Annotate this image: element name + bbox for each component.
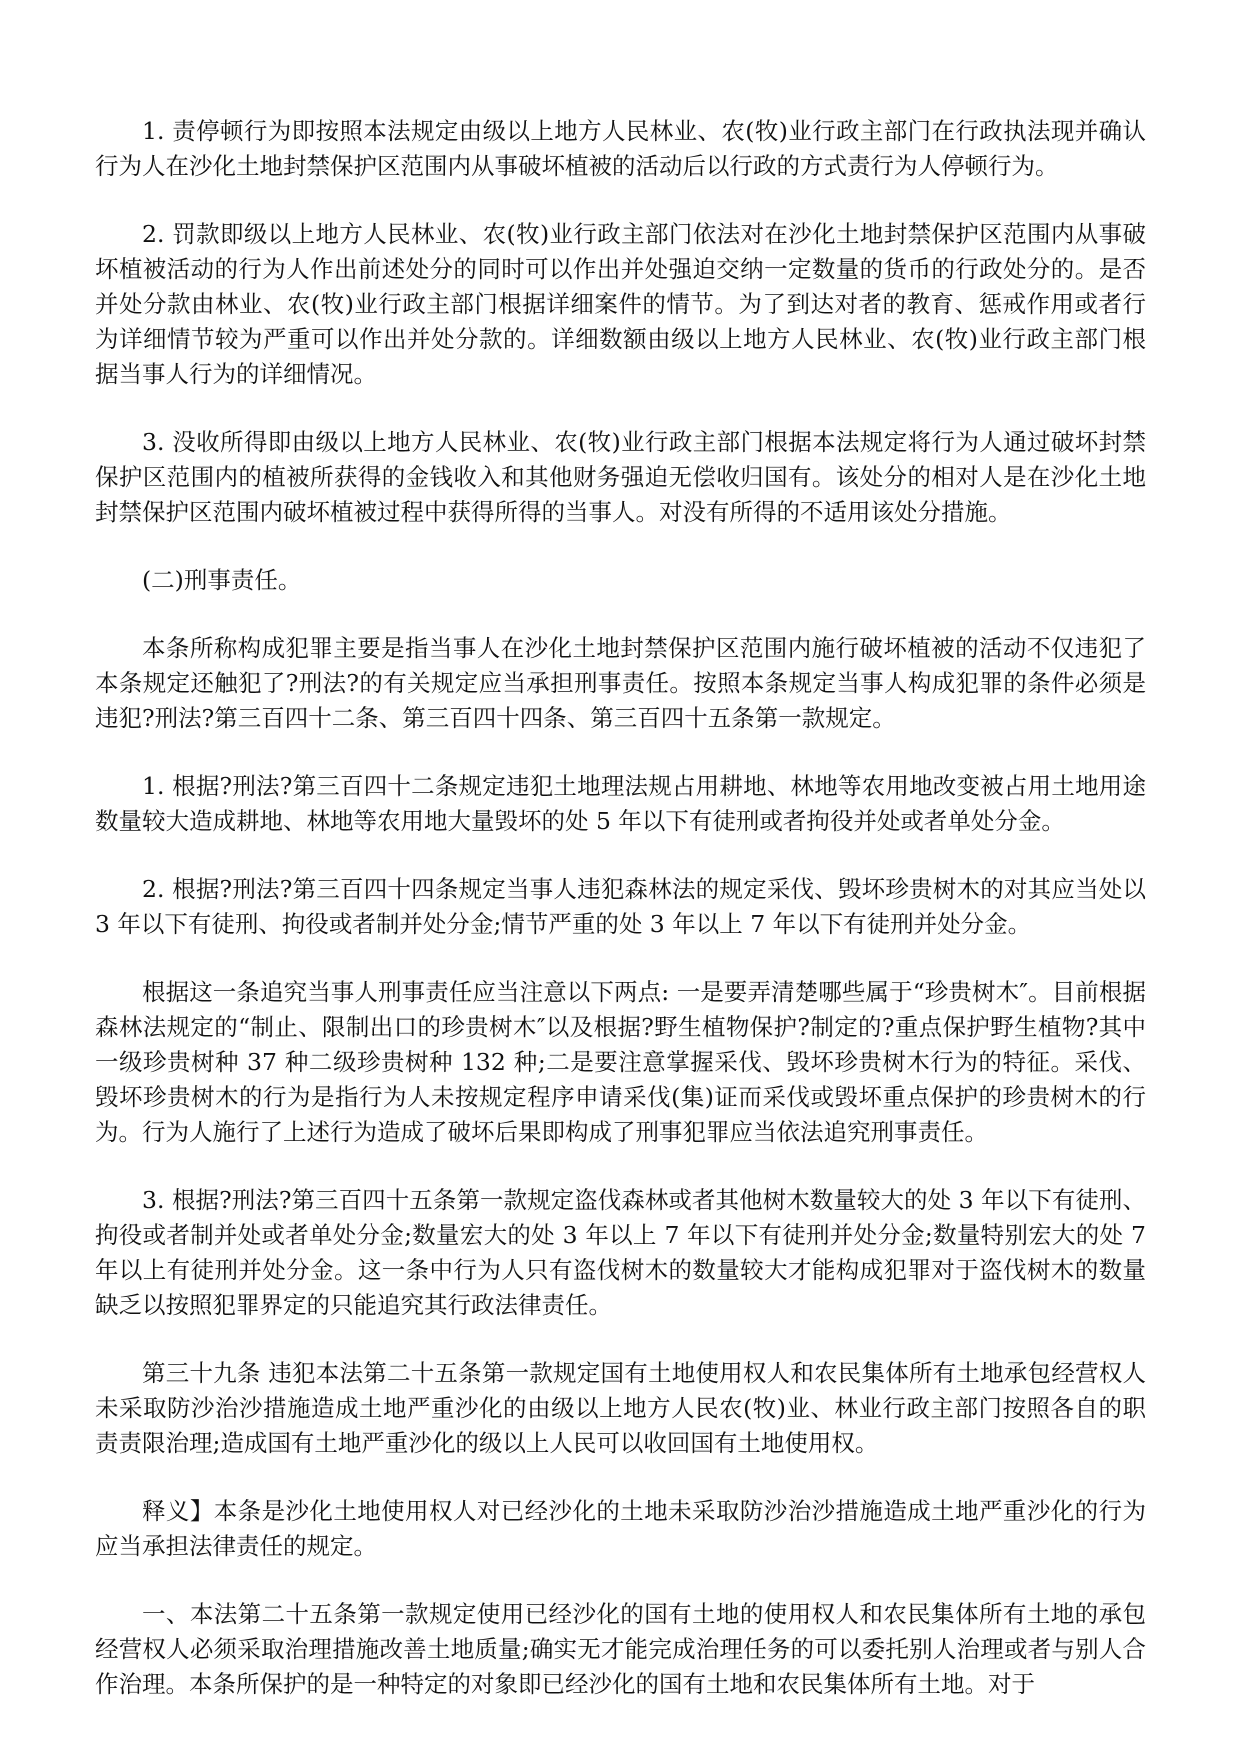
paragraph-2: 2. 罚款即级以上地方人民林业、农(牧)业行政主部门依法对在沙化土地封禁保护区范围内从事破坏植被活动的行为人作出前述处分的同时可以作出并处强迫交纳一定数量的货币的行政处分的。是否并处分款由林业、农(牧)业行政主部门根据详细案件的情节。为了到达对者的教育、惩戒作用或者行为详细情节较为严重可以作出并处分款的。详细数额由级以上地方人民林业、农(牧)业行政主部门根据当事人行为的详细情况。 xyxy=(95,220,1146,388)
paragraph-3: 3. 没收所得即由级以上地方人民林业、农(牧)业行政主部门根据本法规定将行为人通过破坏封禁保护区范围内的植被所获得的金钱收入和其他财务强迫无偿收归国有。该处分的相对人是在沙化土地封禁保护区范围内破坏植被过程中获得所得的当事人。对没有所得的不适用该处分措施。 xyxy=(95,428,1146,526)
paragraph-1: 1. 责停顿行为即按照本法规定由级以上地方人民林业、农(牧)业行政主部门在行政执法现并确认行为人在沙化土地封禁保护区范围内从事破坏植被的活动后以行政的方式责行为人停顿行为。 xyxy=(95,117,1146,180)
paragraph-8: 根据这一条追究当事人刑事责任应当注意以下两点: 一是要弄清楚哪些属于“珍贵树木″。目前根据森林法规定的“制止、限制出口的珍贵树木″以及根据?野生植物保护?制定的?重点保护野生植物?其中一级珍贵树种 37 种二级珍贵树种 132 种;二是要注意掌握采伐、毁坏珍贵树木行为的特征。采伐、毁坏珍贵树木的行为是指行为人未按规定程序申请采伐(集)证而采伐或毁坏重点保护的珍贵树木的行为。行为人施行了上述行为造成了破坏后果即构成了刑事犯罪应当依法追究刑事责任。 xyxy=(95,978,1146,1146)
interpretation-paragraph: 释义】本条是沙化土地使用权人对已经沙化的土地未采取防沙治沙措施造成土地严重沙化的行为应当承担法律责任的规定。 xyxy=(95,1497,1146,1560)
paragraph-12: 一、本法第二十五条第一款规定使用已经沙化的国有土地的使用权人和农民集体所有土地的承包经营权人必须采取治理措施改善土地质量;确实无才能完成治理任务的可以委托别人治理或者与别人合作治理。本条所保护的是一种特定的对象即已经沙化的国有土地和农民集体所有土地。对于 xyxy=(95,1600,1146,1698)
article-39: 第三十九条 违犯本法第二十五条第一款规定国有土地使用权人和农民集体所有土地承包经营权人未采取防沙治沙措施造成土地严重沙化的由级以上地方人民农(牧)业、林业行政主部门按照各自的职责责限治理;造成国有土地严重沙化的级以上人民可以收回国有土地使用权。 xyxy=(95,1359,1146,1457)
paragraph-5: 本条所称构成犯罪主要是指当事人在沙化土地封禁保护区范围内施行破坏植被的活动不仅违犯了本条规定还触犯了?刑法?的有关规定应当承担刑事责任。按照本条规定当事人构成犯罪的条件必须是违犯?刑法?第三百四十二条、第三百四十四条、第三百四十五条第一款规定。 xyxy=(95,634,1146,732)
paragraph-7: 2. 根据?刑法?第三百四十四条规定当事人违犯森林法的规定采伐、毁坏珍贵树木的对其应当处以 3 年以下有徒刑、拘役或者制并处分金;情节严重的处 3 年以上 7 年以下有徒刑并处分金。 xyxy=(95,875,1146,938)
paragraph-9: 3. 根据?刑法?第三百四十五条第一款规定盗伐森林或者其他树木数量较大的处 3 年以下有徒刑、拘役或者制并处或者单处分金;数量宏大的处 3 年以上 7 年以下有徒刑并处分金;数量特别宏大的处 7 年以上有徒刑并处分金。这一条中行为人只有盗伐树木的数量较大才能构成犯罪对于盗伐树木的数量缺乏以按照犯罪界定的只能追究其行政法律责任。 xyxy=(95,1186,1146,1319)
paragraph-6: 1. 根据?刑法?第三百四十二条规定违犯土地理法规占用耕地、林地等农用地改变被占用土地用途数量较大造成耕地、林地等农用地大量毁坏的处 5 年以下有徒刑或者拘役并处或者单处分金。 xyxy=(95,772,1146,835)
section-heading-criminal-liability: (二)刑事责任。 xyxy=(142,566,302,594)
